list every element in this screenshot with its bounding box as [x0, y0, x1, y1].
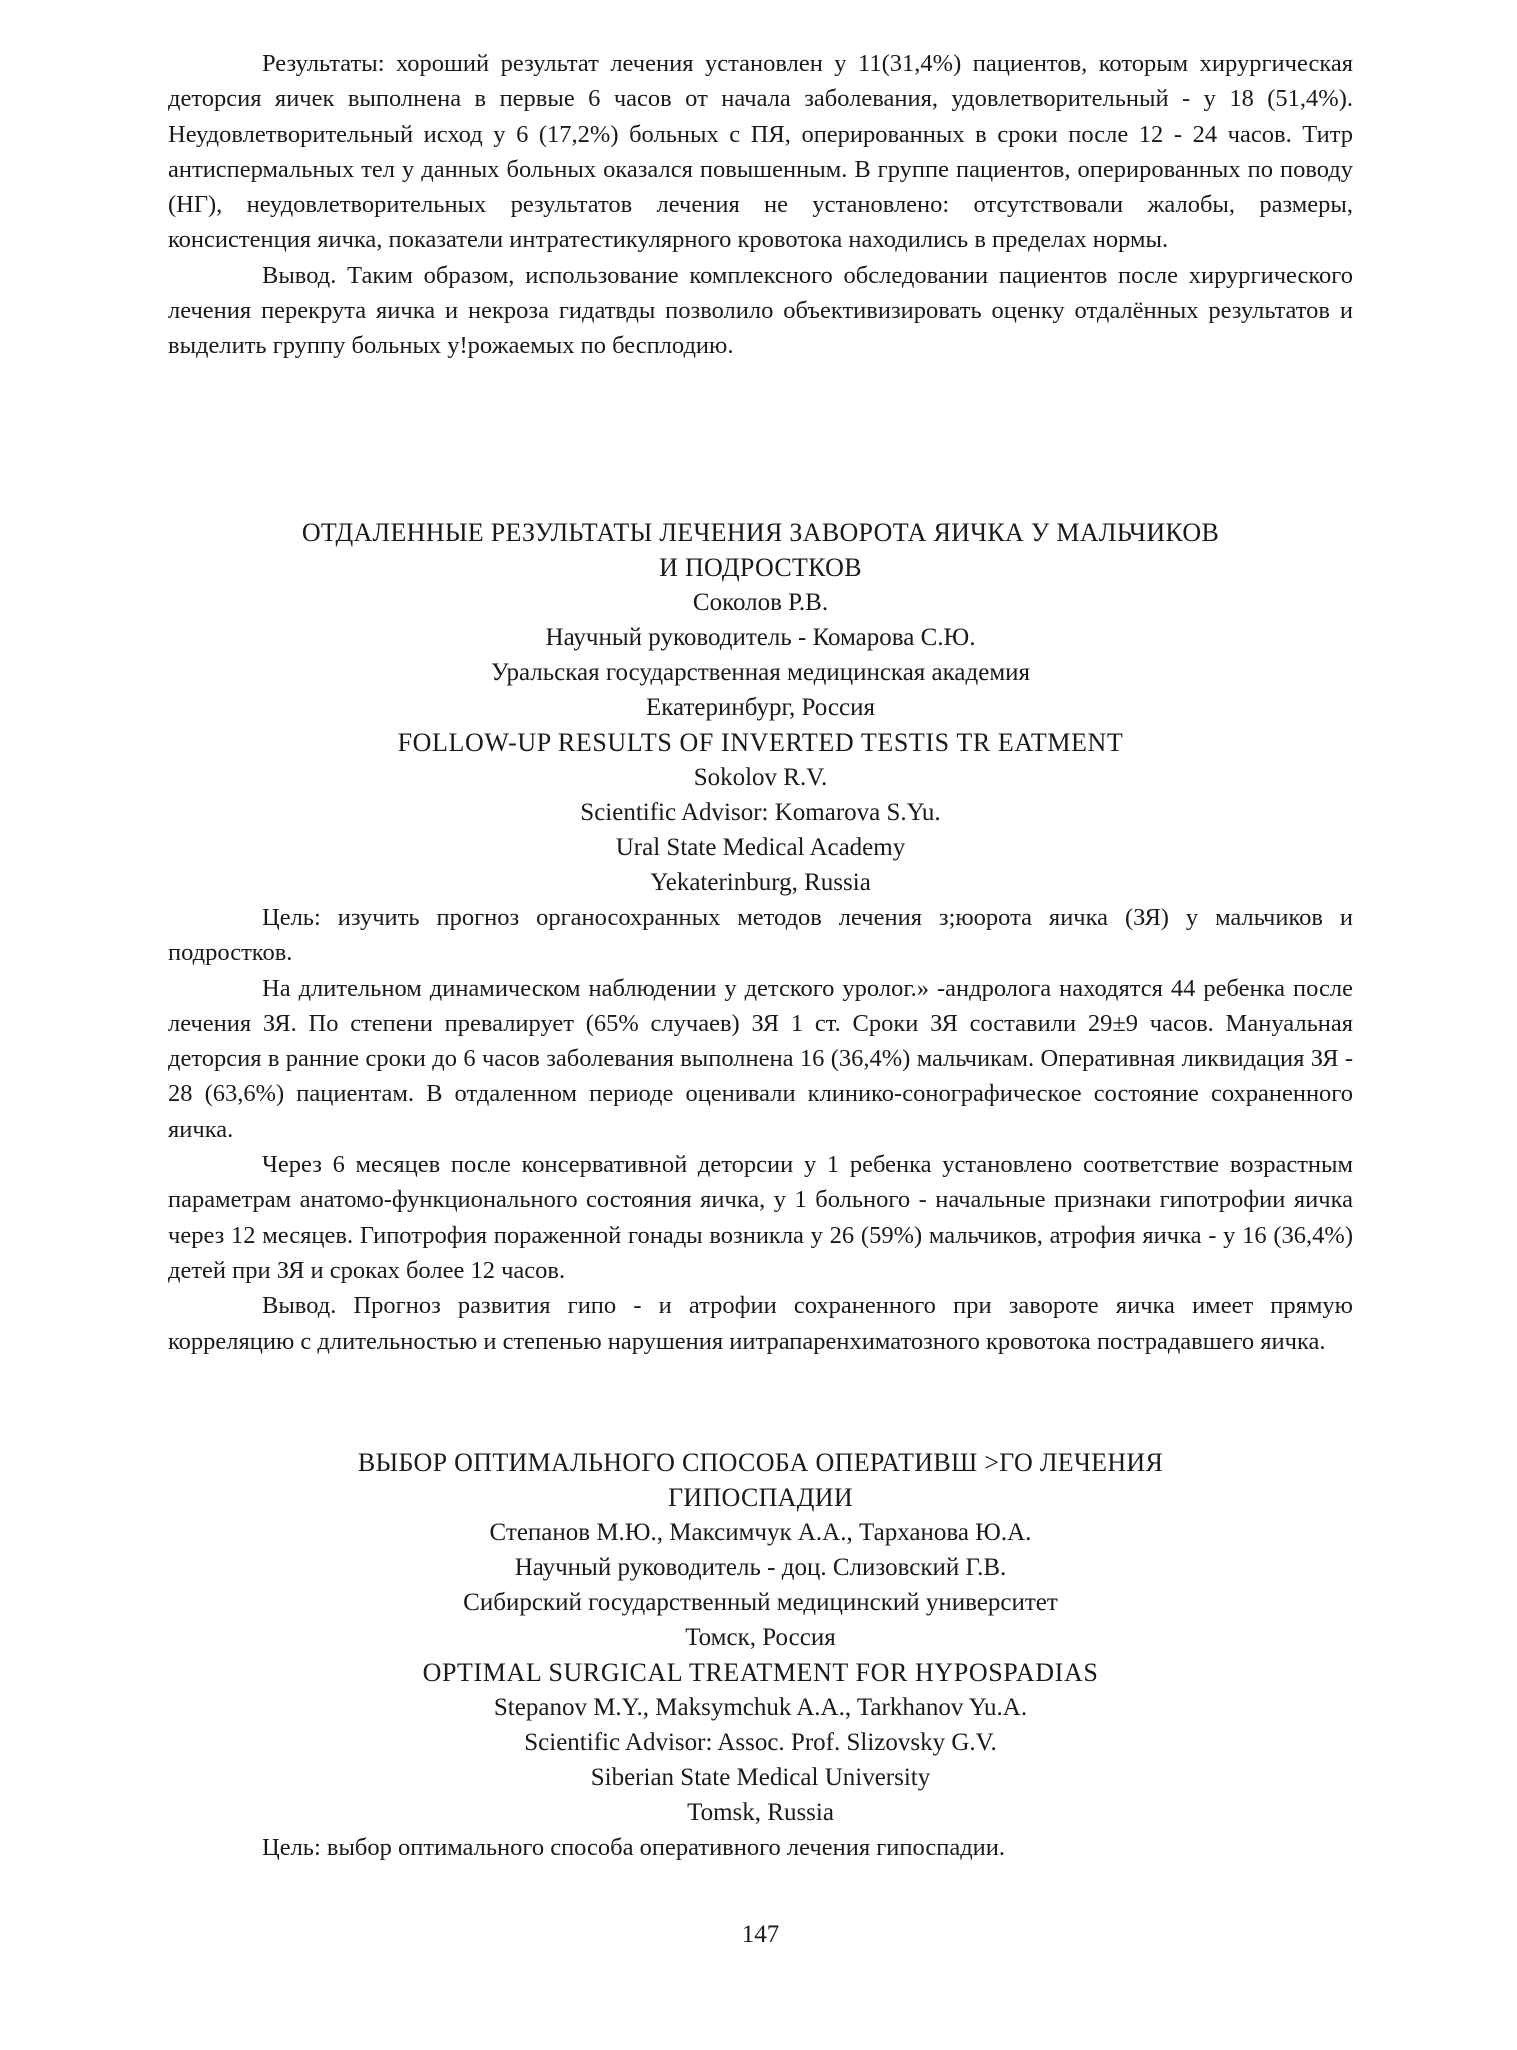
article-title-ru [168, 1445, 1353, 1515]
document-page [168, 40, 1353, 2030]
article-title-ru [168, 515, 1353, 585]
article-city: Томск, Россия [685, 1624, 836, 1651]
article-author: Соколов Р.В. [692, 589, 829, 616]
page-number: 147 [741, 1921, 780, 1948]
article-advisor-en: Scientific Advisor: Assoc. Prof. Slizovsky G.V. [524, 1729, 997, 1756]
article-title-line-1: ВЫБОР ОПТИМАЛЬНОГО СПОСОБА ОПЕРАТИВШ >ГО ЛЕЧЕНИЯ [357, 1448, 1164, 1477]
article-title-en: OPTIMAL SURGICAL TREATMENT FOR HYPOSPADIAS [422, 1658, 1099, 1687]
article-institution-en: Ural State Medical Academy [615, 834, 906, 861]
conclusion-paragraph: Вывод. Прогноз развития гипо - и атрофии сохраненного при завороте яичка имеет прямую корреляцию с длительностью и степенью нарушения иитрапаренхиматозного кровотока пострадавшего яичка. [168, 1292, 1353, 1355]
article-city-en: Tomsk, Russia [687, 1799, 834, 1826]
article-advisor: Научный руководитель - доц. Слизовский Г.В. [514, 1554, 1007, 1581]
article-title-line-1: ОТДАЛЕННЫЕ РЕЗУЛЬТАТЫ ЛЕЧЕНИЯ ЗАВОРОТА ЯИЧКА У МАЛЬЧИКОВ [301, 518, 1220, 547]
article-institution: Сибирский государственный медицинский университет [463, 1589, 1058, 1616]
article-authors-en: Stepanov M.Y., Maksymchuk A.A., Tarkhanov Yu.A. [493, 1694, 1028, 1721]
article-institution-en: Siberian State Medical University [590, 1764, 931, 1791]
article-city-en: Yekaterinburg, Russia [650, 869, 871, 896]
article-institution: Уральская государственная медицинская академия [490, 659, 1031, 686]
article-title-en: FOLLOW-UP RESULTS OF INVERTED TESTIS TR EATMENT [397, 728, 1124, 757]
article-city: Екатеринбург, Россия [646, 694, 875, 721]
results-paragraph: Через 6 месяцев после консервативной деторсии у 1 ребенка установлено соответствие возрастным параметрам анатомо-функционального состояния яичка, у 1 больного - начальные признаки гипотрофии яичка через 12 месяцев. Гипотрофия пораженной гонады возникла у 26 (59%) мальчиков, атрофия яичка - у 16 (36,4%) детей при ЗЯ и сроках более 12 часов. [168, 1151, 1353, 1284]
article-body [168, 1830, 1353, 1865]
conclusion-paragraph: Вывод. Таким образом, использование комплексного обследовании пациентов после хирургического лечения перекрута яичка и некроза гидатвды позволило объективизировать оценку отдалённых результатов и выделить группу больных у!рожаемых по бесплодию. [168, 261, 1353, 360]
previous-abstract-end [168, 46, 1353, 364]
article-advisor-en: Scientific Advisor: Komarova S.Yu. [580, 799, 941, 826]
results-paragraph: Результаты: хороший результат лечения установлен у 11(31,4%) пациентов, которым хирургическая деторсия яичек выполнена в первые 6 часов от начала заболевания, удовлетворительный - у 18 (51,4%). Неудовлетворительный исход у 6 (17,2%) больных с ПЯ, оперированных в сроки после 12 - 24 часов. Титр антиспермальных тел у данных больных оказался повышенным. В группе пациентов, оперированных по поводу (НГ), неудовлетворительных результатов лечения не установлено: отсутствовали жалобы, размеры, консистенция яичка, показатели интратестикулярного кровотока находились в пределах нормы. [168, 50, 1353, 254]
article-authors: Степанов М.Ю., Максимчук А.А., Тарханова Ю.А. [489, 1519, 1032, 1546]
aim-paragraph: Цель: изучить прогноз органосохранных методов лечения з;юорота яичка (ЗЯ) у мальчиков и подростков. [168, 904, 1353, 967]
article-title-line-2: И ПОДРОСТКОВ [659, 553, 862, 582]
article-title-line-2: ГИПОСПАДИИ [668, 1483, 853, 1512]
article-header [168, 1445, 1353, 1830]
article-advisor: Научный руководитель - Комарова С.Ю. [545, 624, 976, 651]
article-author-en: Sokolov R.V. [693, 764, 828, 791]
methods-paragraph: На длительном динамическом наблюдении у детского уролог.» -андролога находятся 44 ребенка после лечения ЗЯ. По степени превалирует (65% случаев) ЗЯ 1 ст. Сроки ЗЯ составили 29±9 часов. Мануальная деторсия в ранние сроки до 6 часов заболевания выполнена 16 (36,4%) мальчикам. Оперативная ликвидация ЗЯ - 28 (63,6%) пациентам. В отдаленном периоде оценивали клинико-сонографическое состояние сохраненного яичка. [168, 974, 1353, 1143]
article-body [168, 900, 1353, 1359]
article-header [168, 515, 1353, 900]
aim-paragraph: Цель: выбор оптимального способа оперативного лечения гипоспадии. [262, 1834, 1006, 1861]
